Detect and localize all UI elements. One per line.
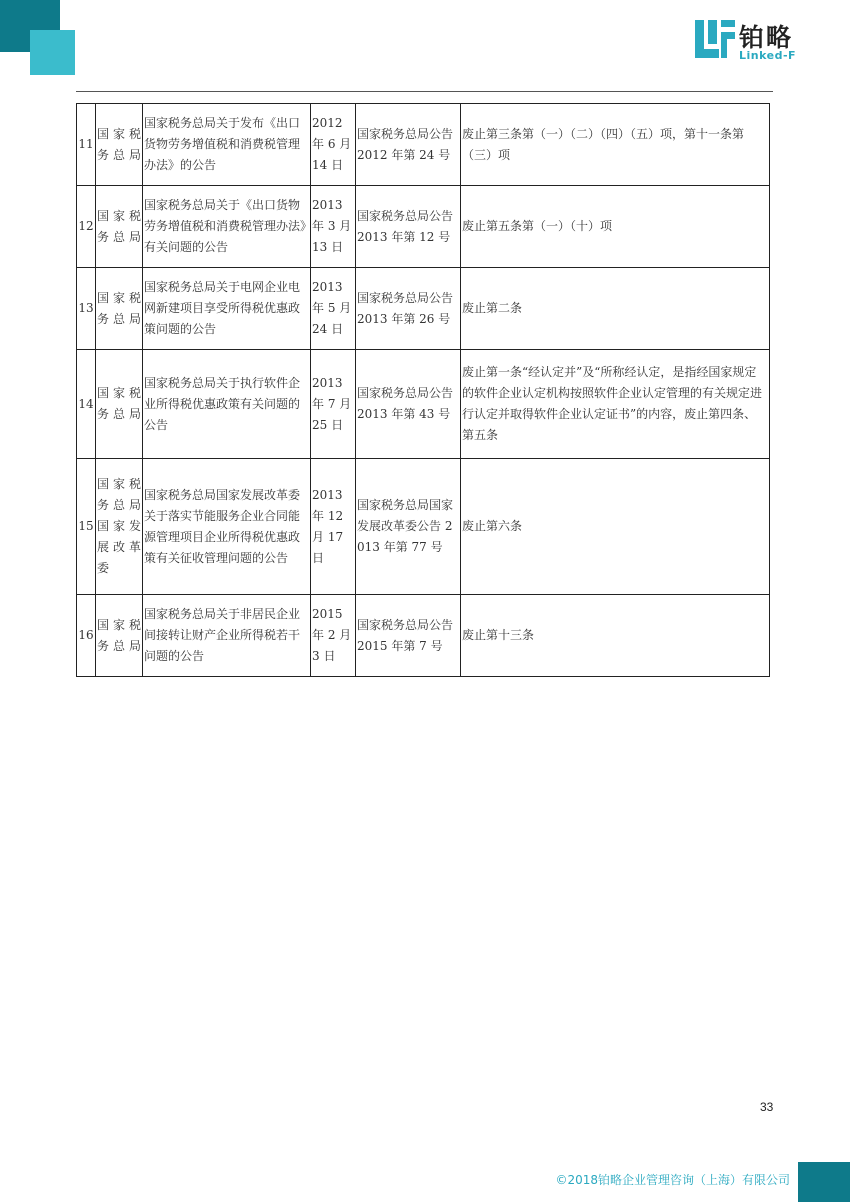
issue-date: 2015 年 2 月 3 日 xyxy=(311,595,356,677)
document-number: 国家税务总局国家发展改革委公告 2013 年第 77 号 xyxy=(356,459,461,595)
regulation-table xyxy=(76,103,770,677)
document-title: 国家税务总局关于执行软件企业所得税优惠政策有关问题的公告 xyxy=(143,350,311,459)
footer-decoration xyxy=(798,1162,850,1202)
document-title: 国家税务总局关于发布《出口货物劳务增值税和消费税管理办法》的公告 xyxy=(143,104,311,186)
document-title: 国家税务总局关于《出口货物劳务增值税和消费税管理办法》有关问题的公告 xyxy=(143,186,311,268)
row-number: 11 xyxy=(77,104,96,186)
repealed-clauses: 废止第二条 xyxy=(461,268,770,350)
document-number: 国家税务总局公告 2013 年第 43 号 xyxy=(356,350,461,459)
document-title: 国家税务总局关于非居民企业间接转让财产企业所得税若干问题的公告 xyxy=(143,595,311,677)
issuing-authority: 国家税务总局国家发展改革委 xyxy=(96,459,143,595)
table-row xyxy=(77,459,770,595)
row-number: 15 xyxy=(77,459,96,595)
document-number: 国家税务总局公告 2013 年第 26 号 xyxy=(356,268,461,350)
issuing-authority: 国家税务总局 xyxy=(96,268,143,350)
header-rule xyxy=(76,91,773,92)
issue-date: 2013 年 7 月 25 日 xyxy=(311,350,356,459)
document-title: 国家税务总局关于电网企业电网新建项目享受所得税优惠政策问题的公告 xyxy=(143,268,311,350)
document-title: 国家税务总局国家发展改革委关于落实节能服务企业合同能源管理项目企业所得税优惠政策有关征收管理问题的公告 xyxy=(143,459,311,595)
issue-date: 2013 年 5 月 24 日 xyxy=(311,268,356,350)
issue-date: 2012 年 6 月 14 日 xyxy=(311,104,356,186)
repealed-clauses: 废止第十三条 xyxy=(461,595,770,677)
repealed-clauses: 废止第一条“经认定并”及“所称经认定，是指经国家规定的软件企业认定机构按照软件企业认定管理的有关规定进行认定并取得软件企业认定证书”的内容，废止第四条、第五条 xyxy=(461,350,770,459)
footer-copyright: ©2018铂略企业管理咨询（上海）有限公司 xyxy=(555,1173,790,1187)
issuing-authority: 国家税务总局 xyxy=(96,186,143,268)
logo-mark-icon xyxy=(693,20,735,58)
company-logo xyxy=(693,18,823,64)
document-number: 国家税务总局公告 2013 年第 12 号 xyxy=(356,186,461,268)
repealed-clauses: 废止第三条第（一）（二）（四）（五）项，第十一条第（三）项 xyxy=(461,104,770,186)
row-number: 14 xyxy=(77,350,96,459)
repealed-clauses: 废止第五条第（一）（十）项 xyxy=(461,186,770,268)
table-row xyxy=(77,595,770,677)
corner-decoration-light xyxy=(30,30,75,75)
table-row xyxy=(77,350,770,459)
issue-date: 2013 年 12 月 17 日 xyxy=(311,459,356,595)
document-number: 国家税务总局公告 2012 年第 24 号 xyxy=(356,104,461,186)
page-number: 33 xyxy=(760,1100,774,1114)
table-row xyxy=(77,104,770,186)
logo-chinese-name: 铂略 xyxy=(739,23,794,52)
row-number: 16 xyxy=(77,595,96,677)
logo-english-name: Linked-F xyxy=(739,49,797,62)
issuing-authority: 国家税务总局 xyxy=(96,350,143,459)
repealed-clauses: 废止第六条 xyxy=(461,459,770,595)
issuing-authority: 国家税务总局 xyxy=(96,595,143,677)
issuing-authority: 国家税务总局 xyxy=(96,104,143,186)
table-row xyxy=(77,268,770,350)
table-row xyxy=(77,186,770,268)
row-number: 12 xyxy=(77,186,96,268)
row-number: 13 xyxy=(77,268,96,350)
document-number: 国家税务总局公告 2015 年第 7 号 xyxy=(356,595,461,677)
issue-date: 2013 年 3 月 13 日 xyxy=(311,186,356,268)
